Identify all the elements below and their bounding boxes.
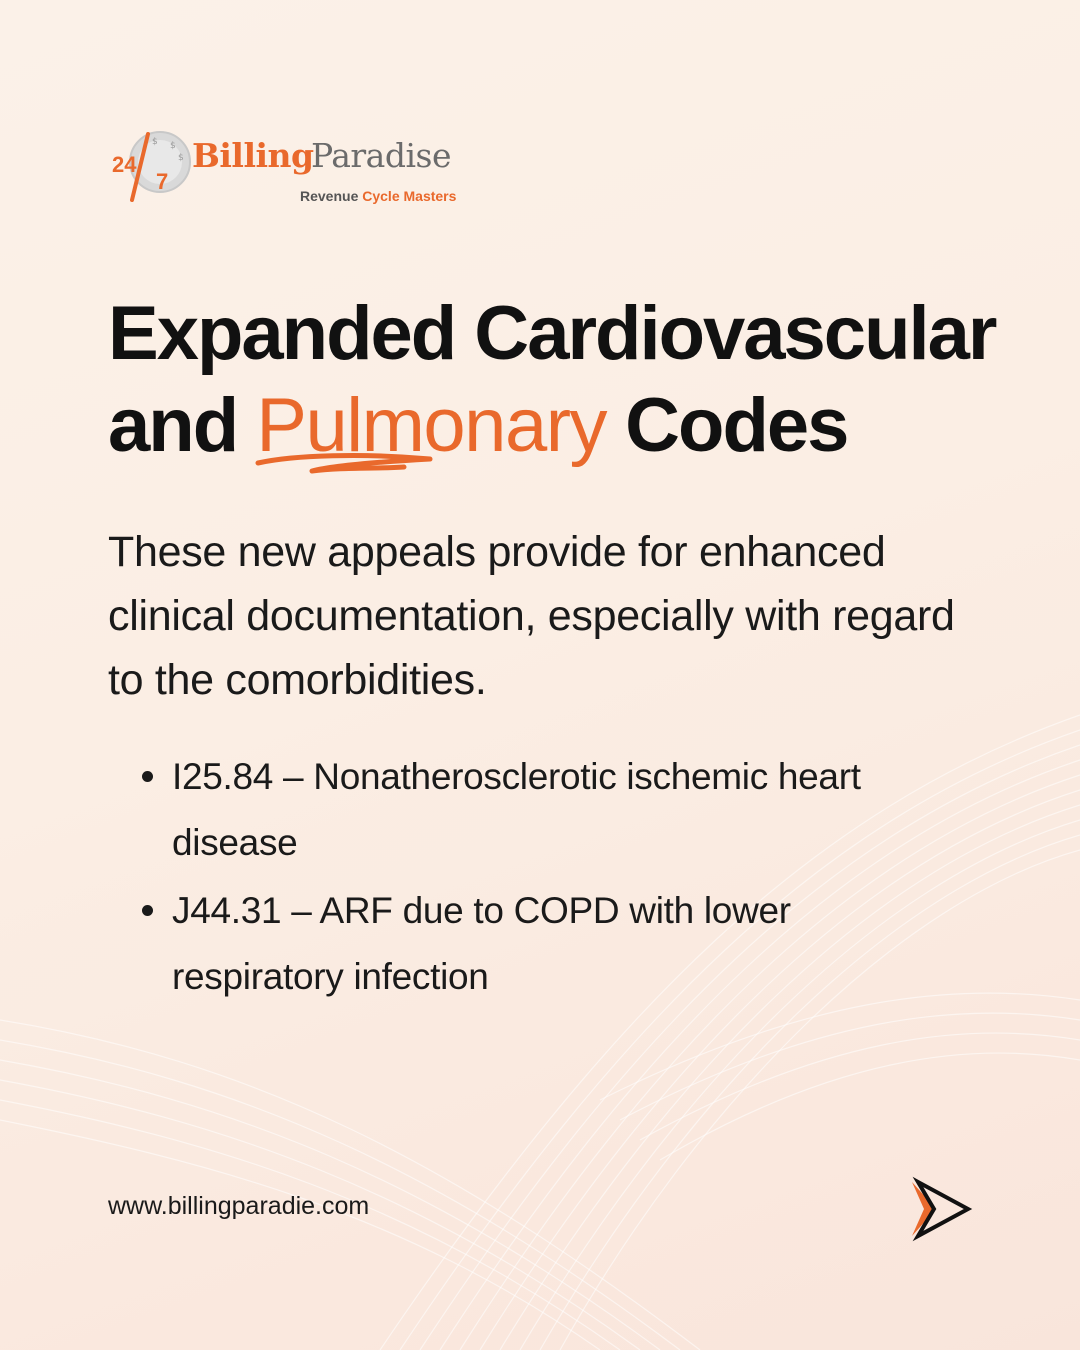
- code-text: J44.31 – ARF due to COPD with lower respiratory infection: [172, 890, 791, 997]
- svg-text:$: $: [152, 137, 158, 147]
- svg-text:24: 24: [112, 152, 137, 177]
- title-codes: Codes: [625, 383, 848, 468]
- page-title: [108, 288, 1008, 472]
- next-slide-button[interactable]: [906, 1174, 976, 1244]
- title-and: and: [108, 383, 238, 468]
- list-item: [172, 878, 952, 1010]
- intro-paragraph: These new appeals provide for enhanced clinical documentation, especially with regard to the comorbidities.: [108, 528, 955, 704]
- scribble-underline-decoration: [254, 451, 436, 479]
- title-accent-word: [256, 383, 606, 468]
- clock-logo-icon: [108, 126, 194, 206]
- website-url: www.billingparadie.com: [108, 1192, 370, 1220]
- code-list: [172, 744, 952, 1012]
- tagline-cycle-masters: Cycle Masters: [362, 188, 457, 204]
- brand-logo: [108, 122, 468, 212]
- title-accent-text: Pulmonary: [256, 383, 607, 468]
- bullet-icon: [142, 905, 153, 916]
- bullet-icon: [142, 771, 153, 782]
- list-item: [172, 744, 952, 876]
- svg-text:$: $: [170, 141, 176, 151]
- code-text: I25.84 – Nonatherosclerotic ischemic heart disease: [172, 756, 861, 863]
- chevron-right-icon: [906, 1174, 976, 1244]
- svg-text:7: 7: [156, 169, 169, 194]
- tagline-revenue: Revenue: [300, 188, 359, 204]
- brand-tagline: [300, 188, 456, 204]
- svg-text:$: $: [178, 153, 184, 163]
- brand-name-paradise: Paradise: [311, 136, 451, 175]
- title-line-1: Expanded Cardiovascular: [108, 291, 996, 376]
- brand-name-billing: Billing: [192, 136, 314, 175]
